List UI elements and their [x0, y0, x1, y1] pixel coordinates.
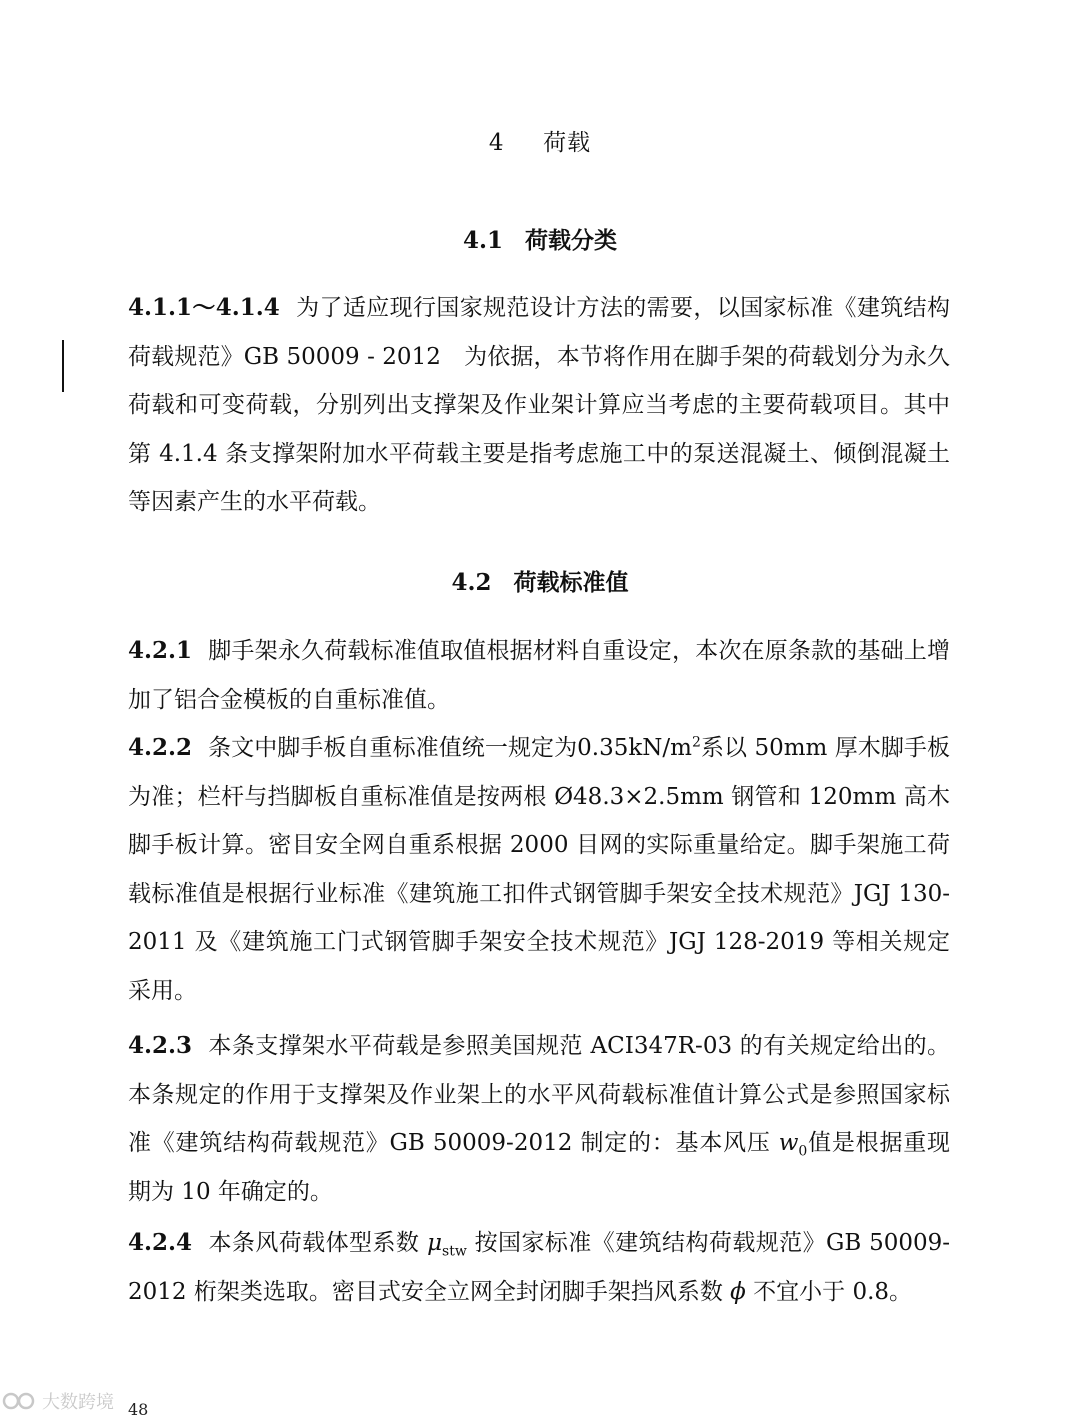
paragraph-text-after: 系以 50mm 厚木脚手板为准；栏杆与挡脚板自重标准值是按两根 Ø48.3×2.5mm 钢管和 120mm 高木脚手板计算。密目安全网自重系根据 2000 目网的实际重量给定。脚手架施工荷载标准值是根据行业标准《建筑施工扣件式钢管脚手架安全技术规范》JGJ 130-2011 及《建筑施工门式钢管脚手架安全技术规范》JGJ 128-2019 等相关规定采用。 [128, 735, 950, 1004]
section-title-text: 荷载标准值 [513, 570, 629, 596]
paragraph-text-after: 不宜小于 0.8。 [745, 1278, 913, 1305]
clause-number: 4.1.1～4.1.4 [128, 294, 280, 321]
paragraph-text-middle: 按国家标准《建筑结构荷载规范》GB 50009-2012 桁架类选取。密目式安全立网全封闭脚手架挡风系数 [128, 1230, 951, 1305]
paragraph-text-after: 值是根据重现期为 10 年确定的。 [128, 1130, 950, 1205]
revision-change-bar [62, 340, 64, 392]
paragraph-text-before: 本条支撑架水平荷载是参照美国规范 ACI347R-03 的有关规定给出的。本条规定的作用于支撑架及作业架上的水平风荷载标准值计算公式是参照国家标准《建筑结构荷载规范》GB 50009-2012 制定的：基本风压 [128, 1033, 950, 1156]
paragraph-text: 脚手架永久荷载标准值取值根据材料自重设定，本次在原条款的基础上增加了铝合金模板的自重标准值。 [128, 638, 950, 713]
section-number: 4.2 [451, 569, 492, 596]
watermark-logo-icon [2, 1390, 36, 1412]
symbol-phi: ϕ [730, 1278, 746, 1305]
chapter-number: 4 [488, 130, 505, 156]
symbol-w: w [778, 1130, 799, 1156]
chapter-title [0, 124, 1080, 157]
paragraph-4-2-2 [128, 724, 950, 1015]
clause-number: 4.2.4 [128, 1229, 193, 1256]
watermark [2, 1387, 114, 1415]
chapter-title-text: 荷载 [543, 130, 592, 156]
clause-number: 4.2.2 [128, 734, 193, 761]
paragraph-text-before: 条文中脚手板自重标准值统一规定为0.35kN/m [208, 735, 692, 761]
subscript: 0 [798, 1143, 808, 1160]
paragraph-text-before: 本条风荷载体型系数 [208, 1230, 428, 1256]
paragraph-4-2-4 [128, 1219, 950, 1316]
clause-number: 4.2.3 [128, 1032, 193, 1059]
clause-number: 4.2.1 [128, 637, 193, 664]
subscript: stw [442, 1243, 467, 1260]
page-number: 48 [128, 1400, 149, 1419]
section-number: 4.1 [462, 227, 503, 254]
paragraph-4-2-3 [128, 1022, 950, 1216]
watermark-text: 大数跨境 [42, 1392, 114, 1413]
section-title-4-1 [0, 222, 1080, 255]
paragraph-text: 为了适应现行国家规范设计方法的需要，以国家标准《建筑结构荷载规范》GB 50009 - 2012 为依据，本节将作用在脚手架的荷载划分为永久荷载和可变荷载，分别列出支撑架及作业架计算应当考虑的主要荷载项目。其中第 4.1.4 条支撑架附加水平荷载主要是指考虑施工中的泵送混凝土、倾倒混凝土等因素产生的水平荷载。 [128, 295, 950, 515]
paragraph-4-2-1 [128, 627, 950, 724]
paragraph-4-1-1 [128, 284, 950, 527]
section-title-text: 荷载分类 [525, 228, 617, 254]
symbol-mu: μ [427, 1230, 443, 1256]
section-title-4-2 [0, 564, 1080, 597]
superscript: 2 [691, 734, 701, 751]
